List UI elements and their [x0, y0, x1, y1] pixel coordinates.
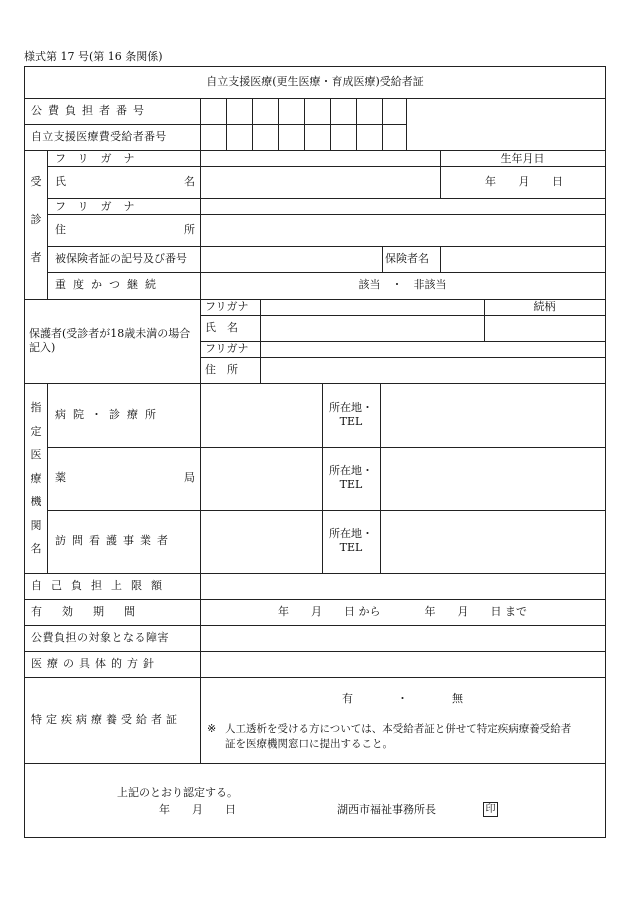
guardian-label: 保護者(受診者が18歳未満の場合記入) — [29, 327, 191, 354]
disability-label: 公費負担の対象となる障害 — [31, 631, 169, 644]
address-label: 住 所 — [55, 223, 195, 236]
note-mark: ※ — [207, 722, 217, 735]
note-line-2: 証を医療機関窓口に提出すること。 — [225, 738, 393, 750]
form-title: 自立支援医療(更生医療・育成医療)受給者証 — [206, 75, 424, 88]
furigana-label: フリガナ — [55, 152, 147, 165]
valid-period-value: 年 月 日 から 年 月 日 まで — [278, 605, 527, 618]
applicable-options: 該当 ・ 非該当 — [358, 278, 447, 291]
recipient-certificate-form — [24, 66, 606, 838]
presence-options: 有 ・ 無 — [342, 692, 463, 705]
insurer-name-label: 保険者名 — [385, 252, 429, 265]
note-line-1: 人工透析を受ける方については、本受給者証と併せて特定疾病療養受給者 — [225, 723, 572, 735]
certification-date: 年 月 日 — [159, 803, 236, 816]
specific-disease-label: 特定疾病療養受給者証 — [31, 713, 181, 726]
birth-date-label: 生年月日 — [500, 152, 545, 165]
treatment-policy-label: 医療の具体的方針 — [31, 657, 159, 670]
pharmacy-label: 薬 局 — [55, 471, 195, 484]
office-name: 湖西市福祉事務所長 — [337, 803, 436, 816]
insurance-card-label: 被保険者証の記号及び番号 — [55, 252, 187, 265]
guardian-furigana-label: フリガナ — [205, 300, 249, 313]
furigana-2-label: フリガナ — [55, 200, 147, 213]
relationship-label: 続柄 — [533, 300, 556, 313]
valid-period-label: 有効期間 — [31, 605, 155, 618]
hospital-label: 病院・診療所 — [55, 408, 163, 421]
guardian-name-label: 氏 名 — [205, 321, 238, 334]
patient-vertical-label: 受 診 者 — [30, 175, 42, 264]
public-payer-number-label: 公費負担者番号 — [31, 104, 150, 117]
visiting-nurse-label: 訪問看護事業者 — [55, 534, 174, 547]
name-label: 氏 名 — [55, 175, 195, 188]
birth-date-value: 年 月 日 — [485, 175, 563, 188]
seal-mark: 印 — [483, 802, 498, 817]
form-number: 様式第 17 号(第 16 条関係) — [24, 50, 163, 63]
location-tel-visiting-nurse: 所在地・ TEL — [329, 527, 373, 554]
copay-limit-label: 自己負担上限額 — [31, 579, 171, 592]
serious-continuing-label: 重度かつ継続 — [55, 278, 163, 291]
location-tel-hospital: 所在地・ TEL — [329, 401, 373, 428]
institution-vertical-label: 指 定 医 療 機 関 名 — [30, 401, 42, 555]
guardian-furigana-2-label: フリガナ — [205, 342, 249, 355]
location-tel-pharmacy: 所在地・ TEL — [329, 464, 373, 491]
guardian-address-label: 住 所 — [205, 363, 238, 376]
recipient-number-label: 自立支援医療費受給者番号 — [31, 130, 167, 143]
certified-statement: 上記のとおり認定する。 — [117, 786, 238, 799]
